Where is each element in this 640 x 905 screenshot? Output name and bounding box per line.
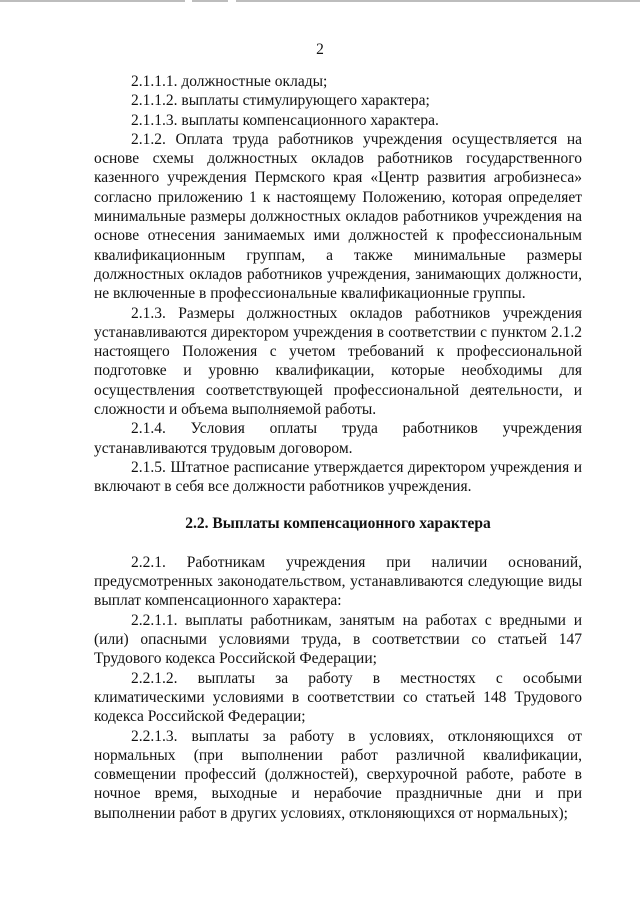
top-rule-middle <box>192 0 228 2</box>
document-body <box>94 72 582 823</box>
paragraph-2-1-3: 2.1.3. Размеры должностных окладов работников учреждения устанавливаются директором учреждения в соответствии с пунктом 2.1.2 настоящего Положения с учетом требований к профессиональной подготовке и уровню квалификации, которые необходимы для осуществления соответствующей профессиональной деятельности, и сложности и объема выполняемой работы. <box>94 304 582 419</box>
page-number: 2 <box>316 41 324 58</box>
paragraph-2-2-1-1: 2.2.1.1. выплаты работникам, занятым на работах с вредными и (или) опасными условиями труда, в соответствии со статьей 147 Трудового кодекса Российской Федерации; <box>94 611 582 668</box>
section-heading: 2.2. Выплаты компенсационного характера <box>185 514 491 532</box>
paragraph-2-1-2: 2.1.2. Оплата труда работников учреждения осуществляется на основе схемы должностных окладов работников государственного казенного учреждения Пермского края «Центр развития агробизнеса» согласно приложению 1 к настоящему Положению, которая определяет минимальные размеры должностных окладов работников учреждения на основе отнесения занимаемых ими должностей к профессиональным квалификационным группам, а также минимальные размеры должностных окладов работников учреждения, занимающих должности, не включенные в профессиональные квалификационные группы. <box>94 130 582 303</box>
paragraph-2-2-1: 2.2.1. Работникам учреждения при наличии оснований, предусмотренных законодательством, устанавливаются следующие виды выплат компенсационного характера: <box>94 553 582 610</box>
paragraph-2-2-1-3: 2.2.1.3. выплаты за работу в условиях, отклоняющихся от нормальных (при выполнении работ различной квалификации, совмещении профессий (должностей), сверхурочной работе, работе в ночное время, выходные и нерабочие праздничные дни и при выполнении работ в других условиях, отклоняющихся от нормальных); <box>94 727 582 822</box>
paragraph-2-1-1-3: 2.1.1.3. выплаты компенсационного характера. <box>131 111 439 129</box>
paragraph-2-1-5: 2.1.5. Штатное расписание утверждается директором учреждения и включают в себя все должности работников учреждения. <box>94 458 582 496</box>
top-rule-left <box>0 0 185 2</box>
top-rule-right <box>236 0 640 2</box>
paragraph-2-1-1-2: 2.1.1.2. выплаты стимулирующего характера; <box>131 92 430 110</box>
paragraph-2-1-1-1: 2.1.1.1. должностные оклады; <box>131 73 328 90</box>
paragraph-2-2-1-2: 2.2.1.2. выплаты за работу в местностях с особыми климатическими условиями в соответствии со статьей 148 Трудового кодекса Российской Федерации; <box>94 669 582 726</box>
paragraph-2-1-4: 2.1.4. Условия оплаты труда работников учреждения устанавливаются трудовым договором. <box>94 420 582 457</box>
